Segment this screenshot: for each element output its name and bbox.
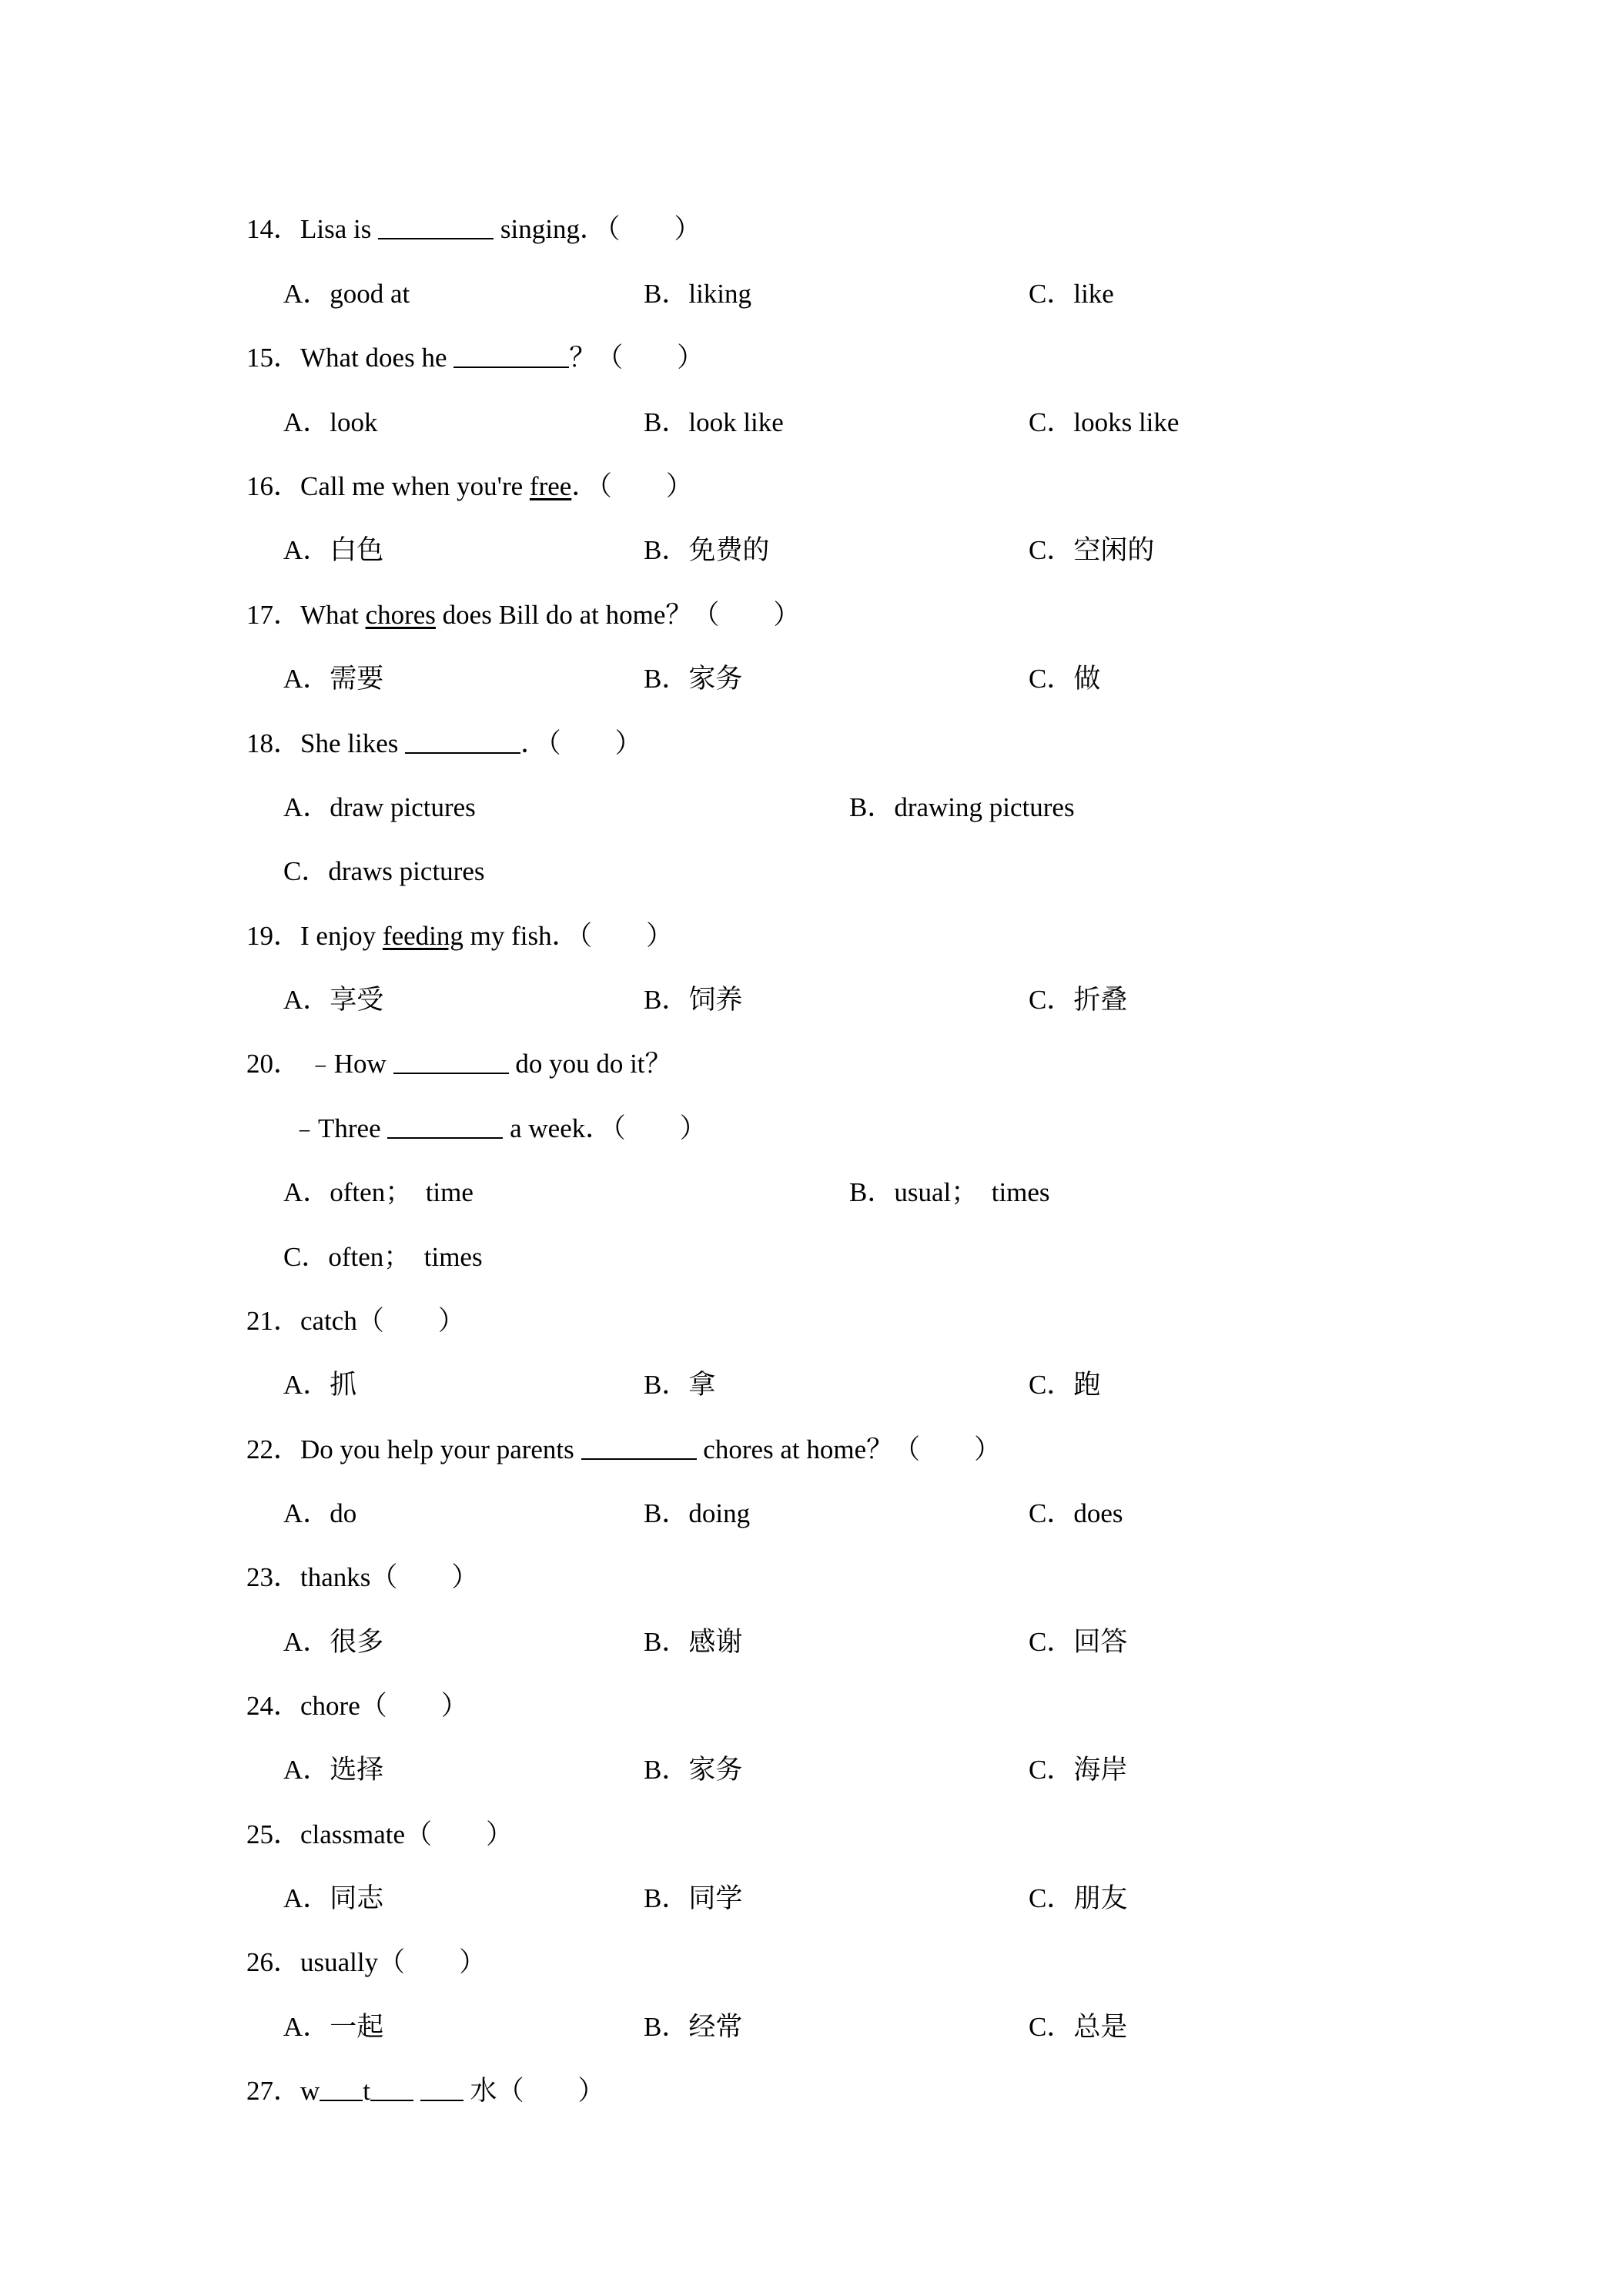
option-b: B．饲养 xyxy=(644,985,743,1015)
option-c: C．做 xyxy=(1029,664,1101,694)
option-a: A．很多 xyxy=(283,1627,384,1657)
option-c: C．折叠 xyxy=(1029,985,1128,1015)
option-b: B．拿 xyxy=(644,1370,716,1400)
question-16: 16．Call me when you're free．（ ） xyxy=(246,471,693,501)
option-b: B．家务 xyxy=(644,664,743,694)
question-23: 23．thanks（ ） xyxy=(246,1562,479,1592)
option-c: C．does xyxy=(1029,1498,1123,1528)
letter-blank[interactable] xyxy=(370,2077,413,2101)
option-c: C．跑 xyxy=(1029,1370,1101,1400)
question-21: 21．catch（ ） xyxy=(246,1306,465,1336)
underlined-word: feeding xyxy=(382,921,463,951)
answer-blank[interactable] xyxy=(378,215,494,239)
option-a: A．often； time xyxy=(283,1177,474,1207)
option-b: B．look like xyxy=(644,407,784,437)
answer-blank[interactable] xyxy=(393,1049,509,1074)
question-24: 24．chore（ ） xyxy=(246,1691,468,1721)
answer-blank[interactable] xyxy=(387,1114,503,1139)
option-c: C．总是 xyxy=(1029,2012,1128,2042)
option-b: B．usual； times xyxy=(849,1177,1050,1207)
option-a: A．需要 xyxy=(283,664,384,694)
option-a: A．享受 xyxy=(283,985,384,1015)
option-c: C．朋友 xyxy=(1029,1883,1128,1913)
option-b: B．liking xyxy=(644,279,752,309)
option-b: B．同学 xyxy=(644,1883,743,1913)
option-b: B．drawing pictures xyxy=(849,792,1075,822)
question-25: 25．classmate（ ） xyxy=(246,1819,514,1849)
option-c: C．like xyxy=(1029,279,1114,309)
option-b: B．感谢 xyxy=(644,1627,743,1657)
question-14: 14．Lisa is singing．（ ） xyxy=(246,214,701,244)
option-a: A．draw pictures xyxy=(283,792,476,822)
option-c: C．often； times xyxy=(283,1242,483,1272)
option-b: B．doing xyxy=(644,1498,751,1528)
answer-blank[interactable] xyxy=(453,343,569,368)
option-a: A．一起 xyxy=(283,2012,384,2042)
option-b: B．免费的 xyxy=(644,535,770,565)
underlined-word: chores xyxy=(365,600,436,630)
option-b: B．家务 xyxy=(644,1755,743,1785)
option-c: C．looks like xyxy=(1029,407,1180,437)
answer-blank[interactable] xyxy=(581,1435,697,1460)
question-27: 27．w t 水（ ） xyxy=(246,2076,605,2106)
question-19: 19．I enjoy feeding my fish．（ ） xyxy=(246,921,674,951)
question-17: 17．What chores does Bill do at home？（ ） xyxy=(246,600,801,630)
option-a: A．选择 xyxy=(283,1755,384,1785)
option-c: C．回答 xyxy=(1029,1627,1128,1657)
question-26: 26．usually（ ） xyxy=(246,1947,487,1977)
option-c: C．海岸 xyxy=(1029,1755,1128,1785)
option-a: A．do xyxy=(283,1498,357,1528)
option-c: C．draws pictures xyxy=(283,856,485,886)
question-18: 18．She likes ．（ ） xyxy=(246,728,642,758)
question-22: 22．Do you help your parents chores at home？（ ） xyxy=(246,1434,1002,1464)
option-a: A．同志 xyxy=(283,1883,384,1913)
question-15: 15．What does he ？（ ） xyxy=(246,343,704,373)
answer-blank[interactable] xyxy=(405,729,520,754)
question-20: 20． ﹣How do you do it？ xyxy=(246,1049,672,1079)
option-c: C．空闲的 xyxy=(1029,535,1155,565)
letter-blank[interactable] xyxy=(320,2077,363,2101)
option-a: A．白色 xyxy=(283,535,384,565)
underlined-word: free xyxy=(529,471,572,501)
option-a: A．抓 xyxy=(283,1370,357,1400)
option-a: A．good at xyxy=(283,279,410,309)
letter-blank[interactable] xyxy=(420,2077,463,2101)
option-b: B．经常 xyxy=(644,2012,743,2042)
option-a: A．look xyxy=(283,407,378,437)
question-20-line-2: ﹣Three a week．（ ） xyxy=(291,1113,707,1143)
